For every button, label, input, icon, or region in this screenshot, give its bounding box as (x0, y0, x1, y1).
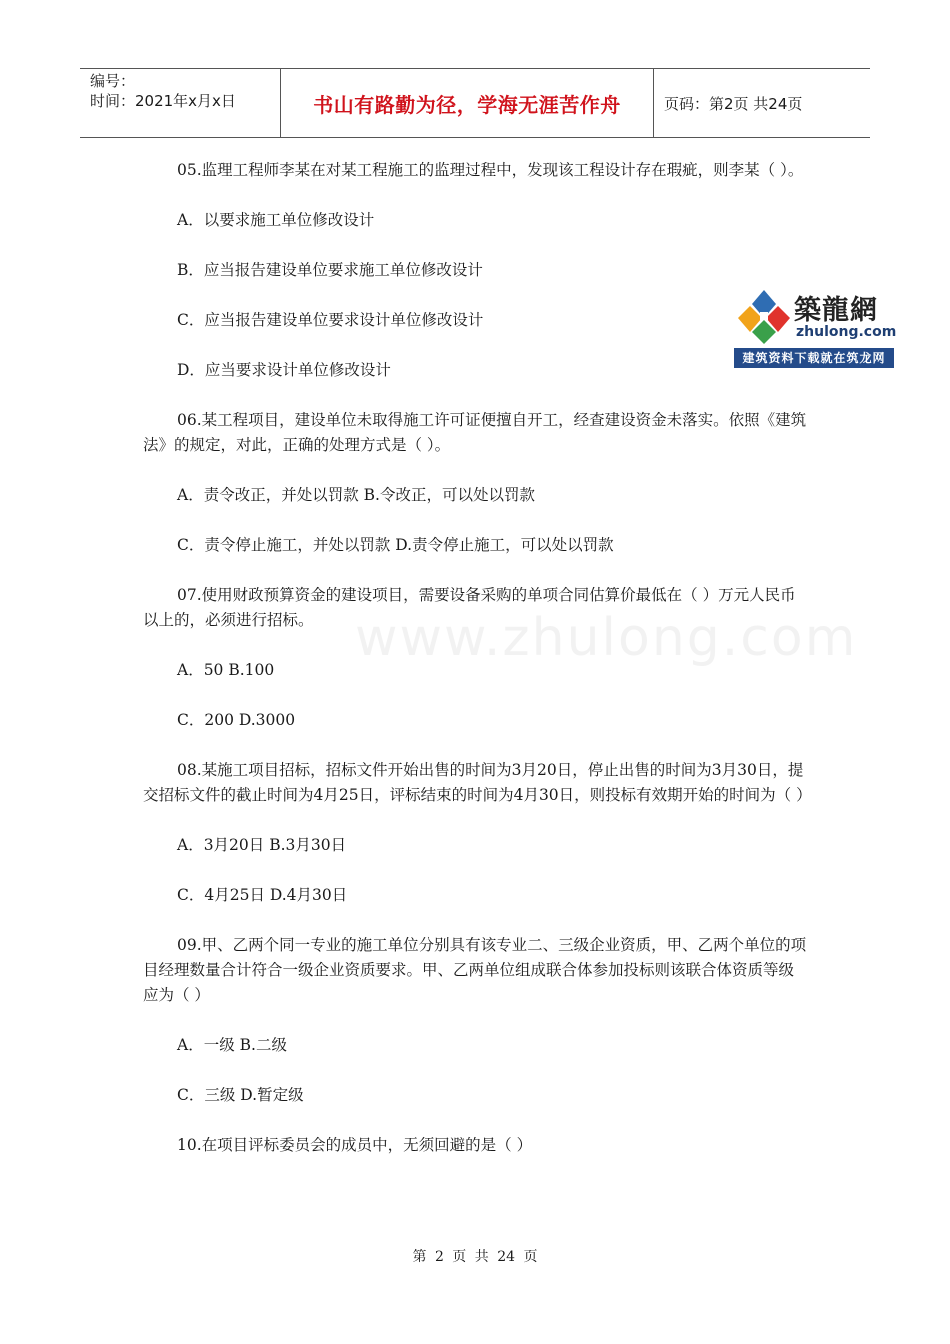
question-stem: 07.使用财政预算资金的建设项目，需要设备采购的单项合同估算价最低在（ ）万元人民币以上的，必须进行招标。 (143, 586, 796, 629)
question-stem: 09.甲、乙两个同一专业的施工单位分别具有该专业二、三级企业资质，甲、乙两个单位的项目经理数量合计符合一级企业资质要求。甲、乙两单位组成联合体参加投标则该联合体资质等级应为（ ） (143, 936, 807, 1004)
question-stem: 05.监理工程师李某在对某工程施工的监理过程中，发现该工程设计存在瑕疵，则李某（ ）。 (177, 161, 804, 179)
answer-option: A．一级 B.二级 (177, 1036, 287, 1054)
answer-option: C．责令停止施工，并处以罚款 D.责令停止施工，可以处以罚款 (177, 536, 614, 554)
answer-option: C．应当报告建设单位要求设计单位修改设计 (177, 311, 484, 329)
answer-option: C．4月25日 D.4月30日 (177, 886, 348, 904)
question-stem: 10.在项目评标委员会的成员中，无须回避的是（ ） (177, 1136, 533, 1154)
answer-option: A．责令改正，并处以罚款 B.令改正，可以处以罚款 (177, 486, 535, 504)
watermark: www.zhulong.com (355, 608, 858, 668)
zhulong-logo-icon (736, 288, 792, 346)
answer-option: C．三级 D.暂定级 (177, 1086, 304, 1104)
logo-slogan: 建筑资料下载就在筑龙网 (734, 348, 894, 368)
logo-name-zh: 築龍網 (794, 295, 878, 326)
question-stem: 08.某施工项目招标，招标文件开始出售的时间为3月20日，停止出售的时间为3月30日，提交招标文件的截止时间为4月25日，评标结束的时间为4月30日，则投标有效期开始的时间为（ ） (143, 761, 812, 804)
header-table (80, 68, 870, 138)
answer-option: D．应当要求设计单位修改设计 (177, 361, 391, 379)
answer-option: B．应当报告建设单位要求施工单位修改设计 (177, 261, 483, 279)
logo-name-en: zhulong.com (796, 324, 897, 340)
page-footer: 第 2 页 共 24 页 (412, 1249, 538, 1265)
page-info: 页码：第2页 共24页 (664, 94, 803, 113)
motto: 书山有路勤为径，学海无涯苦作舟 (313, 92, 621, 117)
header-motto-cell (281, 69, 654, 137)
serial-label: 编号： (90, 72, 136, 90)
question-stem: 06.某工程项目，建设单位未取得施工许可证便擅自开工，经查建设资金未落实。依照《建筑法》的规定，对此，正确的处理方式是（ ）。 (143, 411, 807, 454)
header-right-cell (654, 69, 870, 137)
document-body (143, 158, 812, 1183)
time-label: 时间：2021年x月x日 (90, 92, 236, 110)
answer-option: A．3月20日 B.3月30日 (177, 836, 347, 854)
answer-option: A．以要求施工单位修改设计 (177, 211, 375, 229)
zhulong-logo (734, 286, 897, 368)
answer-option: A．50 B.100 (177, 661, 275, 679)
header-left-cell (80, 69, 281, 137)
answer-option: C．200 D.3000 (177, 711, 296, 729)
